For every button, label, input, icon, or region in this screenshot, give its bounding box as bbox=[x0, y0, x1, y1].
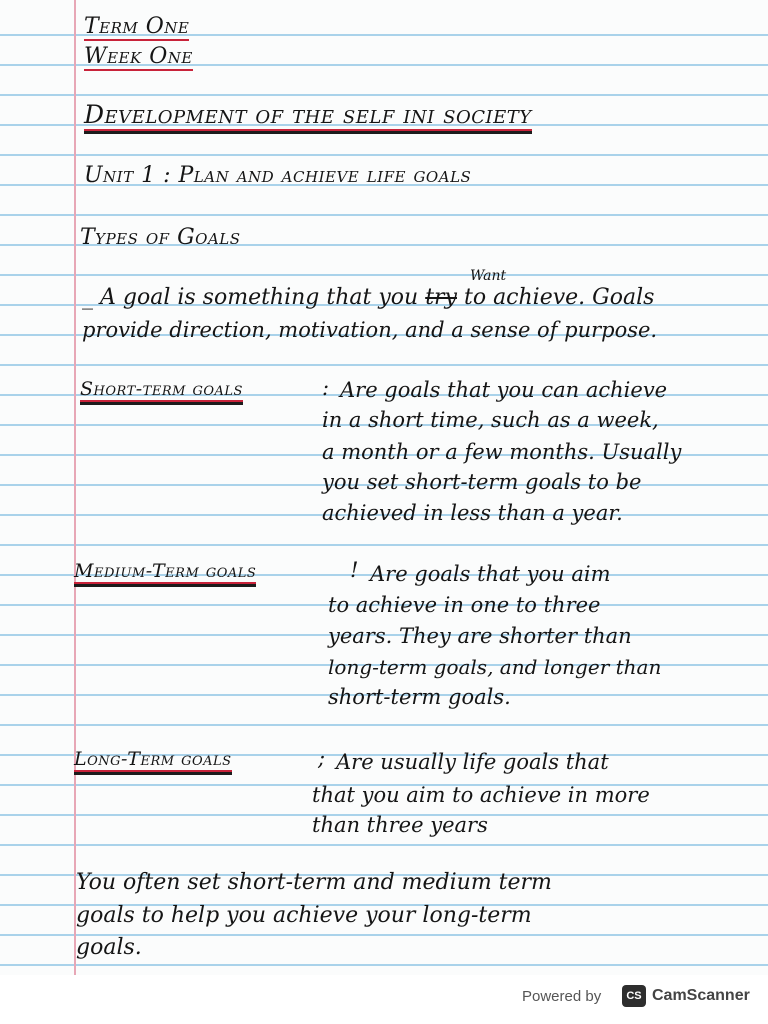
term-heading: Term One bbox=[84, 14, 190, 39]
short-term-label: Short-term goals bbox=[80, 378, 243, 400]
inserted-word: Want bbox=[470, 268, 507, 284]
intro-text-b: to achieve. Goals bbox=[463, 285, 655, 310]
camscanner-logo-icon: CS bbox=[622, 985, 646, 1007]
medium-term-line-4: long-term goals, and longer than bbox=[328, 655, 662, 679]
long-term-colon: ; bbox=[318, 746, 326, 770]
short-term-line-1: Are goals that you can achieve bbox=[340, 378, 668, 402]
powered-by-text: Powered by bbox=[522, 988, 602, 1005]
conclusion-line-2: goals to help you achieve your long-term bbox=[76, 903, 532, 928]
short-term-colon: : bbox=[322, 376, 330, 400]
margin-line bbox=[74, 0, 76, 975]
long-term-line-3: than three years bbox=[312, 813, 488, 837]
medium-term-line-3: years. They are shorter than bbox=[328, 624, 632, 648]
intro-text-a: _ A goal is something that you bbox=[82, 285, 419, 310]
long-term-line-1: Are usually life goals that bbox=[336, 750, 609, 774]
short-term-line-4: you set short-term goals to be bbox=[322, 470, 642, 494]
page-title: Development of the self ini society bbox=[84, 100, 532, 129]
unit-heading: Unit 1 : Plan and achieve life goals bbox=[84, 163, 472, 188]
medium-term-label: Medium-Term goals bbox=[74, 560, 257, 582]
conclusion-line-1: You often set short-term and medium term bbox=[76, 870, 552, 895]
medium-term-line-1: Are goals that you aim bbox=[370, 562, 611, 586]
medium-term-colon: ! bbox=[350, 558, 359, 582]
short-term-line-5: achieved in less than a year. bbox=[322, 501, 623, 525]
long-term-line-2: that you aim to achieve in more bbox=[312, 783, 650, 807]
conclusion-line-3: goals. bbox=[76, 935, 142, 960]
camscanner-brand: CamScanner bbox=[652, 987, 750, 1004]
long-term-label: Long-Term goals bbox=[74, 748, 232, 770]
section-heading: Types of Goals bbox=[80, 225, 241, 250]
medium-term-line-2: to achieve in one to three bbox=[328, 593, 601, 617]
short-term-line-3: a month or a few months. Usually bbox=[322, 440, 682, 464]
medium-term-line-5: short-term goals. bbox=[328, 685, 511, 709]
intro-line-1 bbox=[82, 285, 654, 310]
struck-word: try bbox=[425, 285, 457, 310]
short-term-line-2: in a short time, such as a week, bbox=[322, 408, 659, 432]
week-heading: Week One bbox=[84, 44, 193, 69]
intro-line-2: provide direction, motivation, and a sense of purpose. bbox=[82, 318, 658, 342]
